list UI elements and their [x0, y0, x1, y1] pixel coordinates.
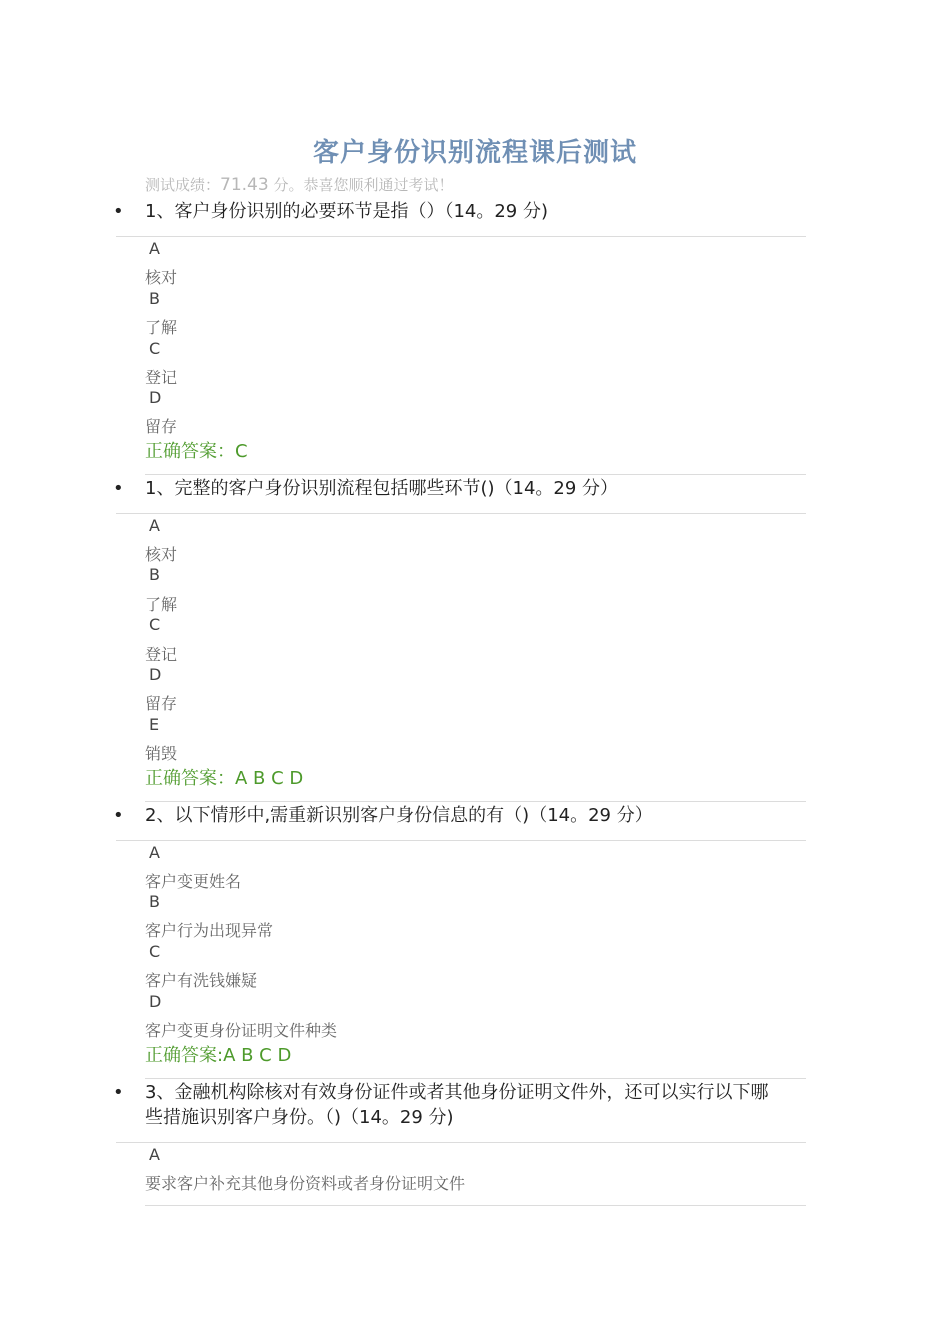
correct-answer: 正确答案：C [145, 441, 248, 462]
divider [116, 840, 806, 841]
option-letter: E [149, 715, 160, 734]
divider [145, 1205, 806, 1206]
correct-answer: 正确答案：A B C D [145, 768, 304, 789]
score-value: 71.43 [220, 175, 269, 195]
score-prefix: 测试成绩： [145, 176, 221, 194]
option-text: 了解 [145, 318, 178, 337]
option-letter: D [149, 992, 162, 1011]
option-text: 客户变更身份证明文件种类 [145, 1021, 338, 1040]
option-letter: B [149, 892, 160, 911]
option-letter: A [149, 1145, 160, 1164]
question-1: 1、客户身份识别的必要环节是指（）（14。29 分) [145, 201, 549, 222]
question-4-line-1: 3、金融机构除核对有效身份证件或者其他身份证明文件外，还可以实行以下哪 [145, 1082, 769, 1103]
option-text: 登记 [145, 645, 178, 664]
score-line [145, 174, 453, 195]
option-text: 核对 [145, 545, 178, 564]
option-letter: D [149, 388, 162, 407]
divider [116, 1142, 806, 1143]
question-3: 2、以下情形中,需重新识别客户身份信息的有（)（14。29 分） [145, 805, 653, 826]
option-letter: A [149, 843, 160, 862]
score-suffix: 分。恭喜您顺利通过考试！ [273, 176, 454, 194]
option-text: 要求客户补充其他身份资料或者身份证明文件 [145, 1174, 466, 1193]
bullet-icon: • [113, 201, 124, 222]
divider [145, 1078, 806, 1079]
question-4-line-2: 些措施识别客户身份。（)（14。29 分) [145, 1107, 454, 1128]
option-letter: A [149, 516, 160, 535]
bullet-icon: • [113, 805, 124, 826]
divider [145, 474, 806, 475]
option-text: 核对 [145, 268, 178, 287]
option-text: 客户变更姓名 [145, 872, 242, 891]
option-letter: B [149, 565, 160, 584]
option-text: 留存 [145, 694, 178, 713]
option-text: 销毁 [145, 744, 178, 763]
question-2: 1、完整的客户身份识别流程包括哪些环节()（14。29 分） [145, 478, 619, 499]
option-text: 客户行为出现异常 [145, 921, 274, 940]
option-text: 留存 [145, 417, 178, 436]
option-letter: C [149, 942, 161, 961]
option-letter: C [149, 339, 161, 358]
bullet-icon: • [113, 478, 124, 499]
option-letter: B [149, 289, 160, 308]
bullet-icon: • [113, 1082, 124, 1103]
option-letter: D [149, 665, 162, 684]
divider [116, 513, 806, 514]
option-text: 登记 [145, 368, 178, 387]
divider [145, 801, 806, 802]
option-text: 客户有洗钱嫌疑 [145, 971, 258, 990]
option-letter: C [149, 615, 161, 634]
divider [116, 236, 806, 237]
option-letter: A [149, 239, 160, 258]
correct-answer: 正确答案:A B C D [145, 1045, 292, 1066]
page-title: 客户身份识别流程课后测试 [312, 138, 637, 168]
option-text: 了解 [145, 595, 178, 614]
